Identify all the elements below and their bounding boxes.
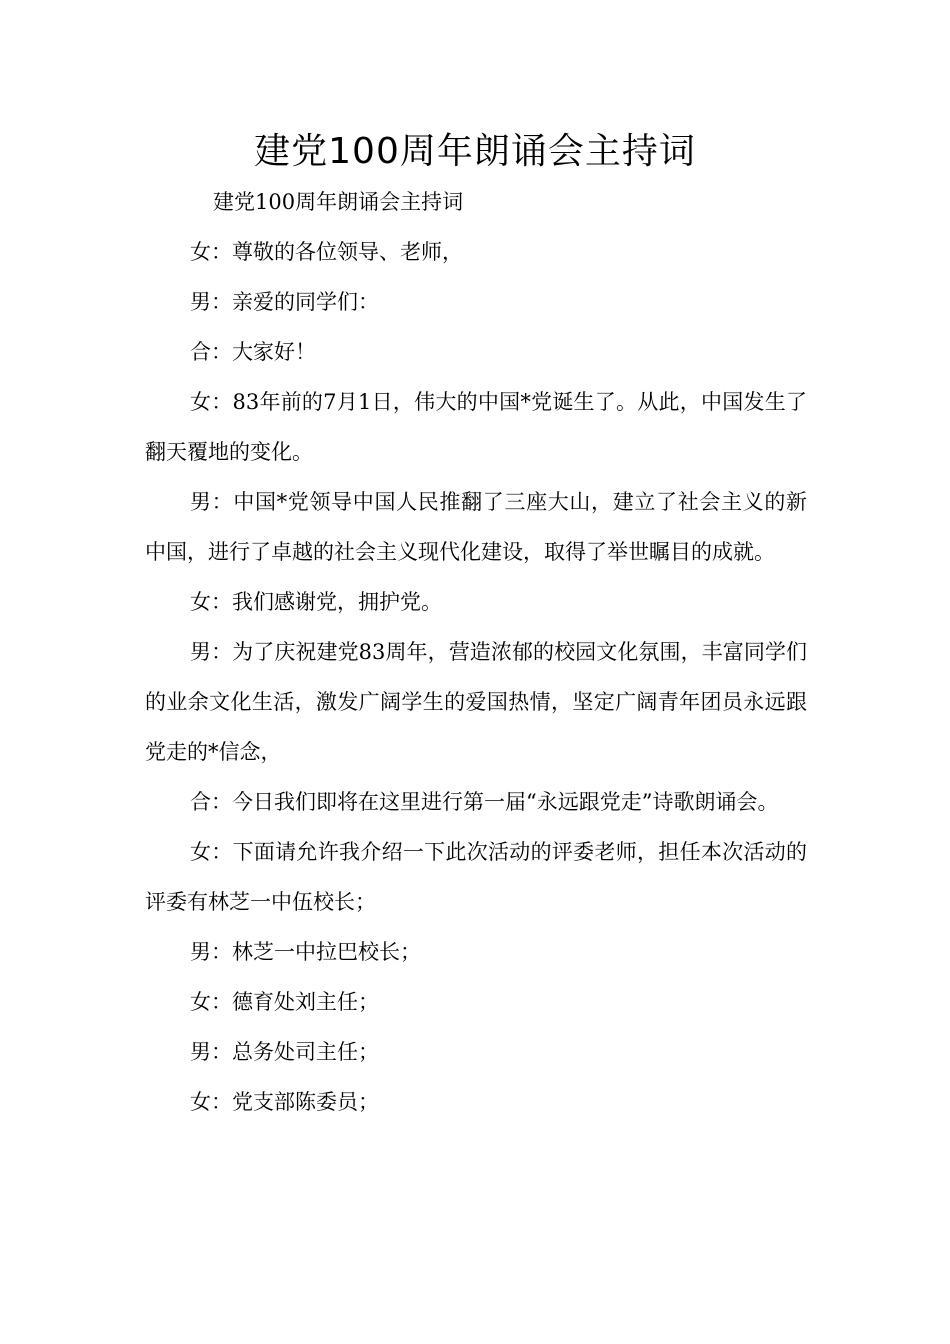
document-title: 建党100周年朗诵会主持词: [254, 131, 696, 172]
document-body: [145, 177, 807, 1127]
paragraph: 男：亲爱的同学们：: [190, 290, 379, 314]
paragraph: 女：尊敬的各位领导、老师，: [190, 240, 463, 264]
paragraph: 男：林芝一中拉巴校长；: [190, 940, 421, 964]
paragraph: 女：党支部陈委员；: [190, 1090, 379, 1114]
paragraph: 女：83年前的7月1日，伟大的中国*党诞生了。从此，中国发生了翻天覆地的变化。: [145, 390, 807, 464]
paragraph: 女：下面请允许我介绍一下此次活动的评委老师，担任本次活动的评委有林芝一中伍校长；: [145, 840, 807, 914]
paragraph: 男：总务处司主任；: [190, 1040, 379, 1064]
paragraph: 男：为了庆祝建党83周年，营造浓郁的校园文化氛围，丰富同学们的业余文化生活，激发广阔学生的爱国热情，坚定广阔青年团员永远跟党走的*信念，: [145, 640, 807, 764]
paragraph: 男：中国*党领导中国人民推翻了三座大山，建立了社会主义的新中国，进行了卓越的社会主义现代化建设，取得了举世瞩目的成就。: [145, 490, 807, 564]
paragraph: 合：大家好！: [190, 340, 316, 364]
document-subtitle: 建党100周年朗诵会主持词: [213, 190, 464, 214]
paragraph: 女：德育处刘主任；: [190, 990, 379, 1014]
paragraph: 女：我们感谢党，拥护党。: [190, 590, 442, 614]
paragraph: 合：今日我们即将在这里进行第一届“永远跟党走”诗歌朗诵会。: [190, 790, 779, 814]
